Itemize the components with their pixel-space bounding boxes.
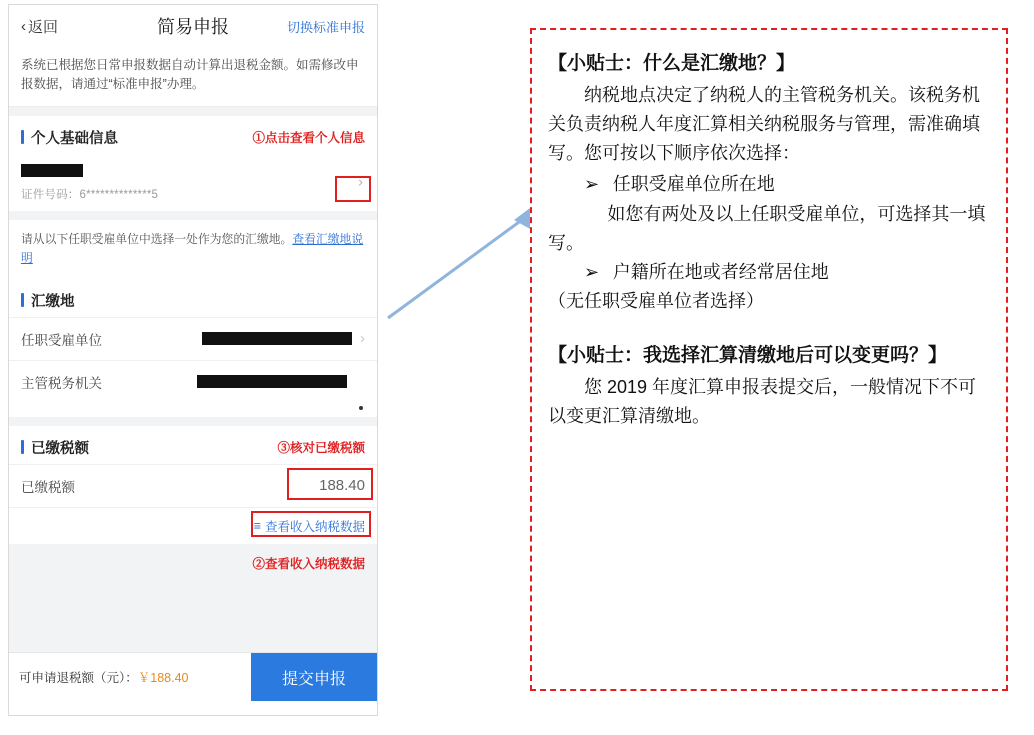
tips-para-1: 纳税地点决定了纳税人的主管税务机关。该税务机关负责纳税人年度汇算相关纳税服务与管理，需准确填写。您可按以下顺序依次选择： — [548, 85, 980, 164]
place-hint-text: 请从以下任职受雇单位中选择一处作为您的汇缴地。 — [21, 231, 293, 246]
paid-tax-value: 188.40 — [319, 477, 365, 494]
carousel-dot-row — [9, 403, 377, 417]
pointer-arrow — [380, 200, 550, 330]
employer-value-redacted — [202, 332, 352, 345]
place-header — [9, 279, 377, 317]
annotation-step-1: ①点击查看个人信息 — [252, 131, 365, 146]
employer-row[interactable] — [9, 317, 377, 360]
annotation-step-3: ③核对已缴税额 — [277, 441, 365, 455]
place-card — [9, 279, 377, 417]
tips-para-2: 您 2019 年度汇算申报表提交后，一般情况下不可以变更汇算清缴地。 — [548, 377, 977, 427]
bottom-cut-strip — [9, 701, 377, 715]
submit-declaration-button[interactable]: 提交申报 — [251, 653, 377, 701]
refund-amount: ￥188.40 — [137, 671, 189, 685]
tips-title-2: 【小贴士：我选择汇算清缴地后可以变更吗？】 — [548, 345, 948, 367]
tips-bullet-1-label: 任职受雇单位所在地 — [612, 174, 775, 195]
view-income-tax-data-label: 查看收入纳税数据 — [264, 519, 365, 534]
tips-title-1: 【小贴士：什么是汇缴地？】 — [548, 53, 796, 74]
refund-label: 可申请退税额（元）： — [19, 671, 138, 685]
chevron-left-icon: ‹ — [21, 17, 26, 35]
back-button[interactable] — [21, 16, 58, 37]
id-number-label: 证件号码：6**************5 — [21, 188, 159, 201]
spacer — [9, 107, 377, 116]
table-icon: ≡ — [253, 518, 261, 533]
bottom-action-bar — [9, 652, 377, 701]
tips-bullet-2-label: 户籍所在地或者经常居住地 — [612, 261, 829, 282]
paid-tax-row — [9, 464, 377, 507]
spacer — [9, 417, 377, 426]
personal-info-header — [9, 116, 377, 154]
tips-bullet-2 — [548, 258, 990, 287]
switch-standard-declaration-link[interactable]: 切换标准申报 — [286, 19, 365, 35]
tax-authority-row — [9, 360, 377, 403]
paid-tax-card — [9, 426, 377, 544]
spacer — [548, 318, 990, 336]
nav-bar — [9, 5, 377, 47]
paid-tax-title: 已缴税额 — [31, 440, 89, 457]
tips-bullet-2-note: （无任职受雇单位者选择） — [548, 291, 764, 312]
chevron-right-icon: › — [360, 330, 365, 347]
tips-callout — [530, 28, 1008, 691]
income-data-link-row[interactable] — [9, 507, 377, 544]
paid-tax-header — [9, 426, 377, 464]
highlight-box-income-link — [251, 511, 371, 537]
highlight-box-personal — [335, 173, 371, 202]
paid-tax-label: 已缴税额 — [21, 479, 75, 495]
refund-summary — [9, 668, 251, 686]
place-hint — [9, 220, 377, 279]
tips-bullet-1 — [548, 170, 990, 199]
personal-info-title: 个人基础信息 — [31, 130, 118, 147]
personal-info-row[interactable] — [9, 154, 377, 211]
back-label: 返回 — [28, 18, 59, 36]
personal-info-card — [9, 116, 377, 211]
section-marker-icon — [21, 130, 24, 144]
tax-authority-value-redacted — [197, 375, 347, 388]
spacer — [9, 211, 377, 220]
notice-text: 系统已根据您日常申报数据自动计算出退税金额。如需修改申报数据，请通过“标准申报”办理。 — [9, 47, 377, 107]
chevron-right-icon: › — [358, 173, 363, 191]
tips-bullet-1-sub: 如您有两处及以上任职受雇单位，可选择其一填写。 — [548, 203, 986, 253]
carousel-dot-icon — [359, 406, 363, 410]
section-marker-icon — [21, 440, 24, 454]
user-name-redacted — [21, 164, 83, 177]
phone-screen — [8, 4, 378, 716]
place-title: 汇缴地 — [31, 293, 75, 310]
section-marker-icon — [21, 293, 24, 307]
employer-label: 任职受雇单位 — [21, 332, 102, 348]
bullet-arrow-icon: ➢ — [584, 261, 600, 282]
place-hint-link[interactable]: 查看汇缴地说明 — [21, 231, 364, 265]
bullet-arrow-icon: ➢ — [584, 174, 600, 195]
tax-authority-label: 主管税务机关 — [21, 375, 102, 391]
page-title: 简易申报 — [157, 17, 229, 37]
annotation-step-2: ②查看收入纳税数据 — [252, 556, 365, 571]
highlight-box-paid-amount — [287, 468, 373, 500]
